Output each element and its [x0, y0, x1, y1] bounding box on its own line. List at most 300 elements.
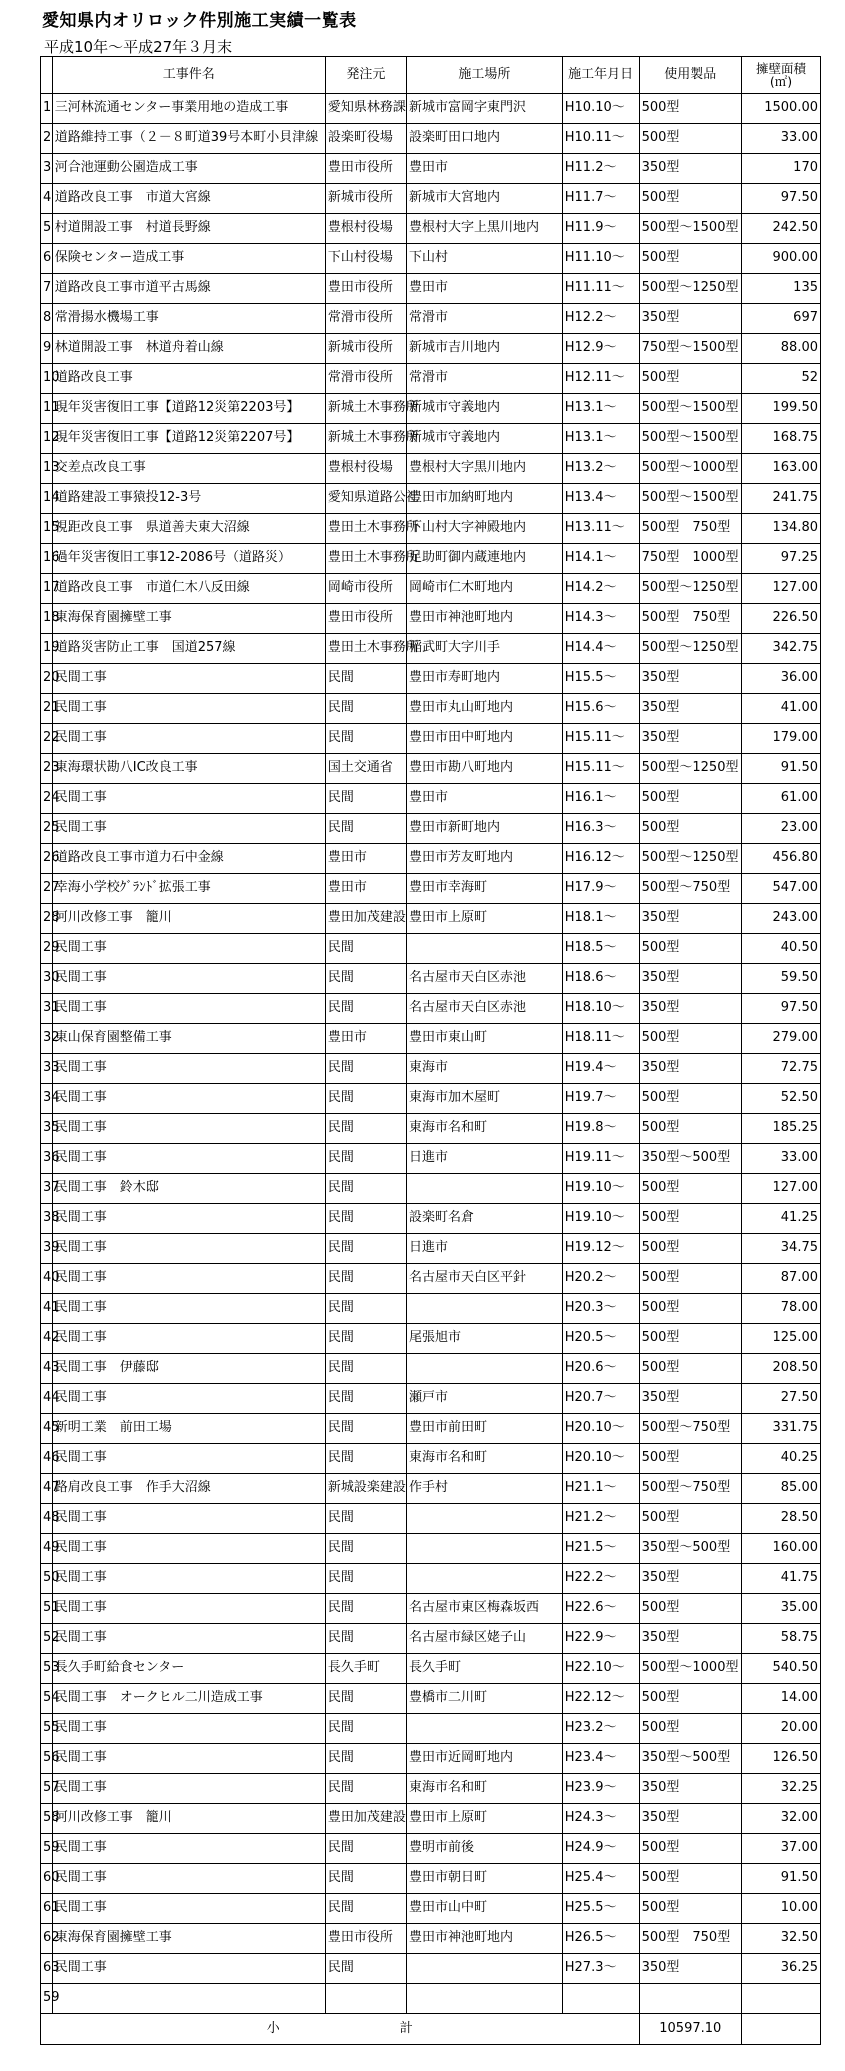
row-date: H13.1～ — [562, 394, 639, 424]
row-product: 500型 — [639, 1024, 741, 1054]
row-client: 民間 — [325, 1234, 406, 1264]
row-place: 豊田市丸山町地内 — [406, 694, 562, 724]
row-number: 34 — [41, 1084, 53, 1114]
row-area: 127.00 — [742, 1174, 821, 1204]
subtotal-value: 10597.10 — [639, 2014, 741, 2045]
row-area: 456.80 — [742, 844, 821, 874]
row-date: H19.7～ — [562, 1084, 639, 1114]
table-row — [41, 1684, 821, 1714]
row-date: H22.2～ — [562, 1564, 639, 1594]
row-date: H21.5～ — [562, 1534, 639, 1564]
row-date: H25.4～ — [562, 1864, 639, 1894]
row-area: 242.50 — [742, 214, 821, 244]
row-place — [406, 1534, 562, 1564]
row-client: 国土交通省 — [325, 754, 406, 784]
row-name: 村道開設工事 村道長野線 — [52, 214, 325, 244]
table-row — [41, 154, 821, 184]
row-name: 民間工事 オークヒル二川造成工事 — [52, 1684, 325, 1714]
row-place: 日進市 — [406, 1144, 562, 1174]
row-name: 民間工事 — [52, 814, 325, 844]
row-place: 岡崎市仁木町地内 — [406, 574, 562, 604]
row-name: 道路建設工事猿投12-3号 — [52, 484, 325, 514]
row-date: H14.3～ — [562, 604, 639, 634]
row-name: 交差点改良工事 — [52, 454, 325, 484]
table-row — [41, 934, 821, 964]
row-area: 32.50 — [742, 1924, 821, 1954]
row-place: 新城市大宮地内 — [406, 184, 562, 214]
row-client: 民間 — [325, 1144, 406, 1174]
row-area: 40.25 — [742, 1444, 821, 1474]
row-place: 下山村大字神殿地内 — [406, 514, 562, 544]
table-row — [41, 274, 821, 304]
row-name: 林道開設工事 林道舟着山線 — [52, 334, 325, 364]
row-product: 500型 — [639, 1294, 741, 1324]
row-product: 500型 — [639, 814, 741, 844]
row-product: 350型 — [639, 1954, 741, 1984]
subtotal-label-right: 計 — [399, 2020, 413, 2036]
row-number: 56 — [41, 1744, 53, 1774]
row-client: 民間 — [325, 1744, 406, 1774]
row-client: 民間 — [325, 1354, 406, 1384]
row-number: 17 — [41, 574, 53, 604]
row-product: 500型 — [639, 244, 741, 274]
row-client: 豊田市役所 — [325, 604, 406, 634]
row-product: 350型～500型 — [639, 1744, 741, 1774]
row-number: 30 — [41, 964, 53, 994]
row-date: H27.3～ — [562, 1954, 639, 1984]
row-area: 279.00 — [742, 1024, 821, 1054]
row-client: 新城市役所 — [325, 184, 406, 214]
row-client: 民間 — [325, 1084, 406, 1114]
row-date: H24.3～ — [562, 1804, 639, 1834]
row-area: 342.75 — [742, 634, 821, 664]
row-name: 過年災害復旧工事12-2086号（道路災） — [52, 544, 325, 574]
row-date: H10.11～ — [562, 124, 639, 154]
row-number: 25 — [41, 814, 53, 844]
row-area: 85.00 — [742, 1474, 821, 1504]
row-name: 民間工事 — [52, 1594, 325, 1624]
row-area: 168.75 — [742, 424, 821, 454]
row-name: 三河林流通センター事業用地の造成工事 — [52, 94, 325, 124]
row-area: 32.00 — [742, 1804, 821, 1834]
row-client: 民間 — [325, 934, 406, 964]
row-number: 15 — [41, 514, 53, 544]
row-area: 226.50 — [742, 604, 821, 634]
row-area: 697 — [742, 304, 821, 334]
row-date: H19.8～ — [562, 1114, 639, 1144]
row-area: 134.80 — [742, 514, 821, 544]
row-product: 350型 — [639, 664, 741, 694]
row-number: 53 — [41, 1654, 53, 1684]
row-place: 豊田市神池町地内 — [406, 1924, 562, 1954]
row-client: 豊根村役場 — [325, 214, 406, 244]
table-row — [41, 694, 821, 724]
row-date: H14.4～ — [562, 634, 639, 664]
row-number: 60 — [41, 1864, 53, 1894]
row-product: 500型 750型 — [639, 514, 741, 544]
subtotal-empty-cell — [742, 2014, 821, 2045]
row-area: 52.50 — [742, 1084, 821, 1114]
row-product: 500型～1000型 — [639, 454, 741, 484]
row-name: 東海環状勘八IC改良工事 — [52, 754, 325, 784]
row-date: H18.11～ — [562, 1024, 639, 1054]
row-product: 500型 — [639, 1084, 741, 1114]
row-name: 民間工事 — [52, 1954, 325, 1984]
row-place — [406, 1354, 562, 1384]
row-number: 1 — [41, 94, 53, 124]
row-date: H15.6～ — [562, 694, 639, 724]
row-product: 500型～1250型 — [639, 754, 741, 784]
row-client: 民間 — [325, 1534, 406, 1564]
row-number: 36 — [41, 1144, 53, 1174]
row-name: 道路改良工事 市道大宮線 — [52, 184, 325, 214]
row-name: 民間工事 — [52, 1894, 325, 1924]
row-area: 241.75 — [742, 484, 821, 514]
row-number: 31 — [41, 994, 53, 1024]
row-number: 23 — [41, 754, 53, 784]
row-product: 500型～1500型 — [639, 214, 741, 244]
table-row — [41, 604, 821, 634]
row-area: 185.25 — [742, 1114, 821, 1144]
row-name: 民間工事 — [52, 1504, 325, 1534]
row-area: 40.50 — [742, 934, 821, 964]
row-name: 道路改良工事市道力石中金線 — [52, 844, 325, 874]
table-row — [41, 664, 821, 694]
table-row — [41, 574, 821, 604]
row-date: H19.10～ — [562, 1204, 639, 1234]
row-area: 33.00 — [742, 124, 821, 154]
table-row — [41, 1354, 821, 1384]
table-row — [41, 1234, 821, 1264]
row-number: 33 — [41, 1054, 53, 1084]
row-date: H18.5～ — [562, 934, 639, 964]
row-product: 500型～1250型 — [639, 634, 741, 664]
row-place: 新城市守義地内 — [406, 394, 562, 424]
row-client: 民間 — [325, 1174, 406, 1204]
row-area: 331.75 — [742, 1414, 821, 1444]
row-place — [406, 1714, 562, 1744]
row-place: 豊田市神池町地内 — [406, 604, 562, 634]
row-product: 350型 — [639, 1564, 741, 1594]
header-area-line2: (㎡) — [769, 74, 793, 89]
row-client: 民間 — [325, 1834, 406, 1864]
row-place: 豊田市前田町 — [406, 1414, 562, 1444]
table-row — [41, 784, 821, 814]
table-row — [41, 1264, 821, 1294]
row-number: 12 — [41, 424, 53, 454]
table-row — [41, 964, 821, 994]
row-area: 97.50 — [742, 994, 821, 1024]
row-date: H10.10～ — [562, 94, 639, 124]
row-client: 豊田市 — [325, 1024, 406, 1054]
row-name: 民間工事 — [52, 1234, 325, 1264]
row-place: 豊田市寿町地内 — [406, 664, 562, 694]
row-name: 民間工事 — [52, 1294, 325, 1324]
table-row — [41, 1204, 821, 1234]
row-product: 500型～1000型 — [639, 1654, 741, 1684]
row-place: 設楽町田口地内 — [406, 124, 562, 154]
row-place — [406, 1174, 562, 1204]
row-date: H12.2～ — [562, 304, 639, 334]
row-area: 125.00 — [742, 1324, 821, 1354]
table-row — [41, 754, 821, 784]
row-number: 8 — [41, 304, 53, 334]
row-product: 350型 — [639, 304, 741, 334]
row-client: 民間 — [325, 1774, 406, 1804]
row-product: 500型 — [639, 1114, 741, 1144]
row-client: 民間 — [325, 1504, 406, 1534]
row-number: 26 — [41, 844, 53, 874]
table-row — [41, 1324, 821, 1354]
row-client: 豊田市役所 — [325, 1924, 406, 1954]
row-date: H14.2～ — [562, 574, 639, 604]
row-place: 名古屋市天白区平針 — [406, 1264, 562, 1294]
row-name: 民間工事 — [52, 1384, 325, 1414]
row-product: 500型～1250型 — [639, 844, 741, 874]
row-number: 20 — [41, 664, 53, 694]
row-client: 民間 — [325, 994, 406, 1024]
table-row — [41, 1384, 821, 1414]
row-date: H23.2～ — [562, 1714, 639, 1744]
row-name: 民間工事 — [52, 1714, 325, 1744]
row-product: 500型 — [639, 1894, 741, 1924]
row-number: 22 — [41, 724, 53, 754]
row-area: 208.50 — [742, 1354, 821, 1384]
row-area: 97.25 — [742, 544, 821, 574]
row-name: 民間工事 — [52, 1204, 325, 1234]
row-client: 民間 — [325, 814, 406, 844]
row-date: H20.5～ — [562, 1324, 639, 1354]
row-client: 設楽町役場 — [325, 124, 406, 154]
row-area: 163.00 — [742, 454, 821, 484]
row-number: 5 — [41, 214, 53, 244]
row-date: H16.12～ — [562, 844, 639, 874]
row-product: 750型～1500型 — [639, 334, 741, 364]
row-place: 名古屋市東区梅森坂西 — [406, 1594, 562, 1624]
row-name: 東山保育園整備工事 — [52, 1024, 325, 1054]
row-date: H11.2～ — [562, 154, 639, 184]
row-number: 16 — [41, 544, 53, 574]
row-number: 44 — [41, 1384, 53, 1414]
row-product: 500型 — [639, 1174, 741, 1204]
row-name: 民間工事 — [52, 1324, 325, 1354]
row-name: 民間工事 鈴木邸 — [52, 1174, 325, 1204]
row-client: 民間 — [325, 1624, 406, 1654]
row-product: 500型 — [639, 1834, 741, 1864]
header-no — [41, 57, 53, 94]
row-client: 愛知県林務課 — [325, 94, 406, 124]
row-number: 7 — [41, 274, 53, 304]
row-client: 民間 — [325, 1894, 406, 1924]
row-area: 87.00 — [742, 1264, 821, 1294]
row-product: 500型 750型 — [639, 604, 741, 634]
row-number: 21 — [41, 694, 53, 724]
subtotal-row — [41, 2014, 821, 2045]
row-date: H20.7～ — [562, 1384, 639, 1414]
row-area: 78.00 — [742, 1294, 821, 1324]
row-client: 豊田加茂建設 — [325, 904, 406, 934]
table-row — [41, 1714, 821, 1744]
table-row — [41, 1924, 821, 1954]
table-row — [41, 1144, 821, 1174]
row-number: 37 — [41, 1174, 53, 1204]
row-product: 500型 — [639, 1864, 741, 1894]
row-place: 豊田市田中町地内 — [406, 724, 562, 754]
row-place: 東海市加木屋町 — [406, 1084, 562, 1114]
row-date: H15.11～ — [562, 754, 639, 784]
row-area: 199.50 — [742, 394, 821, 424]
row-name: 民間工事 — [52, 724, 325, 754]
row-date: H19.12～ — [562, 1234, 639, 1264]
row-name: 現年災害復旧工事【道路12災第2203号】 — [52, 394, 325, 424]
table-row — [41, 1564, 821, 1594]
table-row — [41, 1804, 821, 1834]
table-row — [41, 544, 821, 574]
table-row — [41, 484, 821, 514]
row-product: 500型 — [639, 784, 741, 814]
row-product: 350型～500型 — [639, 1534, 741, 1564]
row-client: 民間 — [325, 1294, 406, 1324]
row-area: 34.75 — [742, 1234, 821, 1264]
subtotal-label — [41, 2014, 640, 2045]
row-client: 民間 — [325, 1444, 406, 1474]
table-header-row — [41, 57, 821, 94]
row-product: 500型 — [639, 1444, 741, 1474]
row-number: 62 — [41, 1924, 53, 1954]
row-name: 道路改良工事 市道仁木八反田線 — [52, 574, 325, 604]
row-place — [406, 1954, 562, 1984]
row-number: 4 — [41, 184, 53, 214]
row-product: 500型 750型 — [639, 1924, 741, 1954]
row-name: 民間工事 — [52, 1144, 325, 1174]
row-area: 59.50 — [742, 964, 821, 994]
row-name: 東海保育園擁壁工事 — [52, 604, 325, 634]
row-client: 豊田土木事務所 — [325, 634, 406, 664]
table-row — [41, 634, 821, 664]
table-row — [41, 1534, 821, 1564]
row-place: 稲武町大字川手 — [406, 634, 562, 664]
row-place: 作手村 — [406, 1474, 562, 1504]
row-date: H11.7～ — [562, 184, 639, 214]
table-row — [41, 1774, 821, 1804]
row-place — [406, 934, 562, 964]
row-product: 500型 — [639, 124, 741, 154]
row-area: 243.00 — [742, 904, 821, 934]
row-name: 長久手町給食センター — [52, 1654, 325, 1684]
row-number: 28 — [41, 904, 53, 934]
table-row — [41, 334, 821, 364]
row-place: 新城市吉川地内 — [406, 334, 562, 364]
row-name: 東海保育園擁壁工事 — [52, 1924, 325, 1954]
header-client: 発注元 — [325, 57, 406, 94]
row-number: 42 — [41, 1324, 53, 1354]
table-row — [41, 394, 821, 424]
row-product: 350型 — [639, 1384, 741, 1414]
row-place: 東海市名和町 — [406, 1114, 562, 1144]
row-name: 河川改修工事 籠川 — [52, 904, 325, 934]
table-row — [41, 124, 821, 154]
row-area: 58.75 — [742, 1624, 821, 1654]
row-number: 39 — [41, 1234, 53, 1264]
row-date: H11.11～ — [562, 274, 639, 304]
row-product: 350型 — [639, 154, 741, 184]
row-area: 160.00 — [742, 1534, 821, 1564]
row-product: 750型 1000型 — [639, 544, 741, 574]
row-product: 350型 — [639, 694, 741, 724]
row-date: H20.2～ — [562, 1264, 639, 1294]
row-place: 豊田市上原町 — [406, 1804, 562, 1834]
row-place: 常滑市 — [406, 304, 562, 334]
row-name: 道路改良工事市道平古馬線 — [52, 274, 325, 304]
row-client: 豊田市 — [325, 874, 406, 904]
table-row — [41, 1744, 821, 1774]
row-name: 民間工事 伊藤邸 — [52, 1354, 325, 1384]
row-client: 豊田土木事務所 — [325, 544, 406, 574]
row-name: 民間工事 — [52, 994, 325, 1024]
row-client: 豊田市役所 — [325, 274, 406, 304]
table-row — [41, 1624, 821, 1654]
row-place: 豊田市上原町 — [406, 904, 562, 934]
row-client: 下山村役場 — [325, 244, 406, 274]
row-client: 新城市役所 — [325, 334, 406, 364]
row-place: 足助町御内蔵連地内 — [406, 544, 562, 574]
row-client: 民間 — [325, 1114, 406, 1144]
row-name: 民間工事 — [52, 1744, 325, 1774]
row-product: 500型 — [639, 1714, 741, 1744]
row-date: H19.11～ — [562, 1144, 639, 1174]
row-place: 豊田市加納町地内 — [406, 484, 562, 514]
row-name — [52, 1984, 325, 2014]
row-name: 保険センター造成工事 — [52, 244, 325, 274]
row-area: 27.50 — [742, 1384, 821, 1414]
row-date: H13.2～ — [562, 454, 639, 484]
row-date: H12.11～ — [562, 364, 639, 394]
row-date: H15.5～ — [562, 664, 639, 694]
row-number: 11 — [41, 394, 53, 424]
row-name: 視距改良工事 県道善夫東大沼線 — [52, 514, 325, 544]
row-area: 91.50 — [742, 754, 821, 784]
row-date: H20.6～ — [562, 1354, 639, 1384]
row-area: 41.00 — [742, 694, 821, 724]
row-number: 61 — [41, 1894, 53, 1924]
row-number: 47 — [41, 1474, 53, 1504]
row-place: 豊根村大字黒川地内 — [406, 454, 562, 484]
row-area: 540.50 — [742, 1654, 821, 1684]
table-row — [41, 1864, 821, 1894]
row-place: 豊田市 — [406, 154, 562, 184]
results-table — [40, 56, 821, 2045]
row-date — [562, 1984, 639, 2014]
row-number: 14 — [41, 484, 53, 514]
row-client: 民間 — [325, 1714, 406, 1744]
row-number: 49 — [41, 1534, 53, 1564]
row-name: 民間工事 — [52, 1774, 325, 1804]
row-name: 民間工事 — [52, 1264, 325, 1294]
table-row — [41, 1174, 821, 1204]
row-number: 59 — [41, 1834, 53, 1864]
table-row — [41, 1654, 821, 1684]
row-number: 43 — [41, 1354, 53, 1384]
row-date: H20.10～ — [562, 1414, 639, 1444]
row-number: 19 — [41, 634, 53, 664]
row-date: H13.4～ — [562, 484, 639, 514]
row-place: 東海市名和町 — [406, 1444, 562, 1474]
row-product: 500型 — [639, 1594, 741, 1624]
table-row — [41, 1294, 821, 1324]
row-area: 23.00 — [742, 814, 821, 844]
row-number: 59 — [41, 1984, 53, 2014]
row-name: 民間工事 — [52, 1084, 325, 1114]
